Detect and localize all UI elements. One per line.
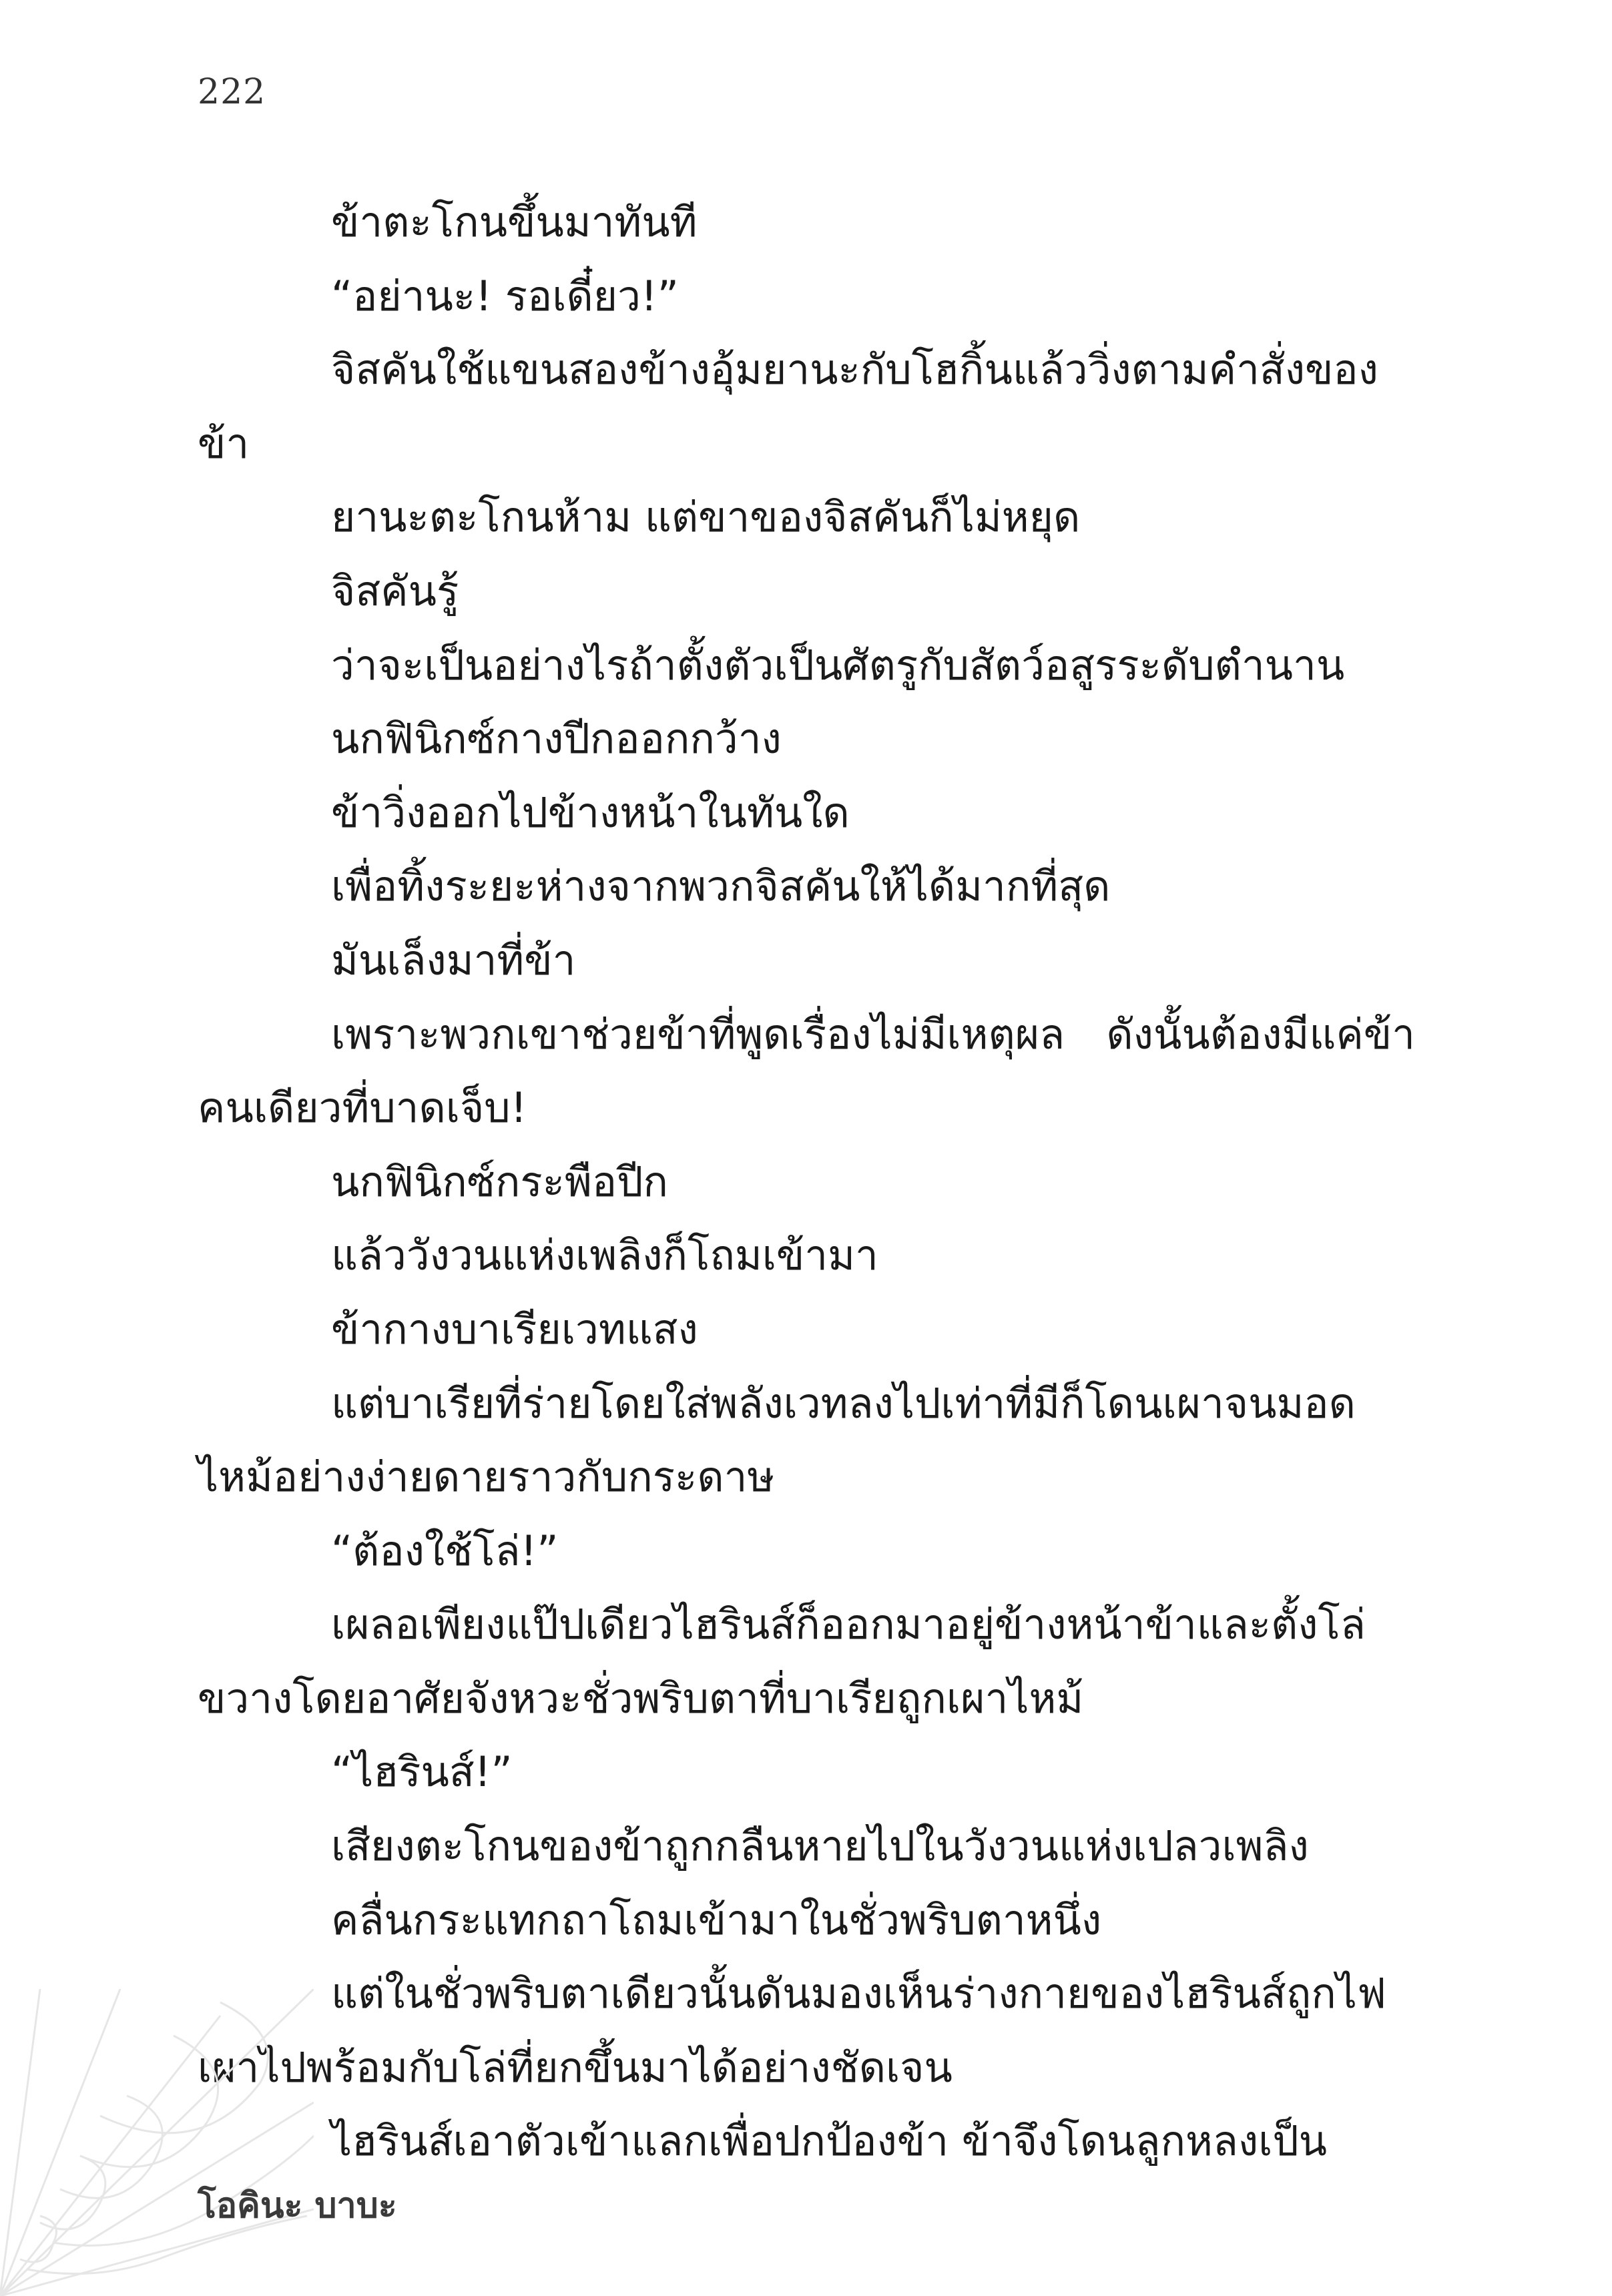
paragraph: จิสคันใช้แขนสองข้างอุ้มยานะกับโฮกิ้นแล้ววิ่งตามคำสั่งของข้า [198, 345, 1378, 468]
paragraph: แต่บาเรียที่ร่ายโดยใส่พลังเวทลงไปเท่าที่มีก็โดนเผาจนมอดไหม้อย่างง่ายดายราวกับกระดาษ [198, 1378, 1356, 1502]
paragraph: ว่าจะเป็นอย่างไรถ้าตั้งตัวเป็นศัตรูกับสัตว์อสูรระดับตำนาน [331, 640, 1345, 689]
paragraph: “อย่านะ! รอเดี๋ยว!” [331, 271, 679, 320]
body-text [198, 186, 1415, 2179]
paragraph: เสียงตะโกนของข้าถูกกลืนหายไปในวังวนแห่งเปลวเพลิง [331, 1821, 1309, 1871]
paragraph: ยานะตะโกนห้าม แต่ขาของจิสคันก็ไม่หยุด [331, 493, 1081, 542]
paragraph: ข้ากางบาเรียเวทแสง [331, 1304, 698, 1354]
paragraph: แต่ในชั่วพริบตาเดียวนั้นดันมองเห็นร่างกายของไฮรินส์ถูกไฟเผาไปพร้อมกับโล่ที่ยกขึ้นมาได้อย่างชัดเจน [198, 1969, 1386, 2092]
paragraph: ไฮรินส์เอาตัวเข้าแลกเพื่อปกป้องข้า ข้าจึงโดนลูกหลงเป็น [331, 2116, 1328, 2166]
paragraph: มันเล็งมาที่ข้า [331, 935, 576, 984]
paragraph: “ต้องใช้โล่!” [331, 1526, 559, 1575]
paragraph: เผลอเพียงแป๊ปเดียวไฮรินส์ก็ออกมาอยู่ข้างหน้าข้าและตั้งโล่ขวางโดยอาศัยจังหวะชั่วพริบตาที่บาเรียถูกเผาไหม้ [198, 1600, 1366, 1723]
paragraph: นกฟินิกซ์กระพือปีก [331, 1157, 668, 1206]
page-number: 222 [198, 72, 266, 112]
paragraph: นกฟินิกซ์กางปีกออกกว้าง [331, 714, 782, 764]
paragraph: ข้าตะโกนขึ้นมาทันที [331, 198, 698, 246]
paragraph: เพื่อทิ้งระยะห่างจากพวกจิสคันให้ได้มากที่สุด [331, 862, 1111, 911]
book-title-footer: โอคินะ บาบะ [198, 2186, 397, 2226]
spider-web-icon [0, 1989, 314, 2296]
paragraph: จิสคันรู้ [331, 566, 459, 615]
paragraph: คลื่นกระแทกถาโถมเข้ามาในชั่วพริบตาหนึ่ง [331, 1895, 1102, 1944]
paragraph: ข้าวิ่งออกไปข้างหน้าในทันใด [331, 788, 850, 837]
paragraph: “ไฮรินส์!” [331, 1747, 513, 1797]
paragraph: แล้ววังวนแห่งเพลิงก็โถมเข้ามา [331, 1231, 878, 1280]
paragraph: เพราะพวกเขาช่วยข้าที่พูดเรื่องไม่มีเหตุผล ดังนั้นต้องมีแค่ข้าคนเดียวที่บาดเจ็บ! [198, 1009, 1415, 1133]
